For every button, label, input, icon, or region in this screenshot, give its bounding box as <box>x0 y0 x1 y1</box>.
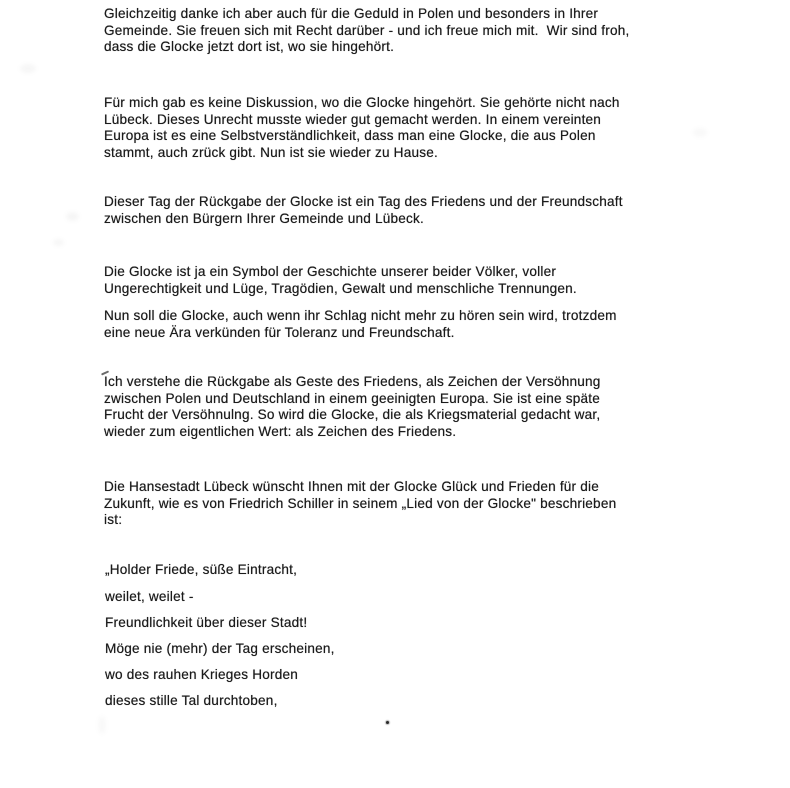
scan-smudge <box>20 64 36 73</box>
paragraph-7 <box>104 479 704 529</box>
text-line: Die Hansestadt Lübeck wünscht Ihnen mit der Glocke Glück und Frieden für die <box>104 479 600 494</box>
text-line: Zukunft, wie es von Friedrich Schiller in seinem „Lied von der Glocke" beschrieben <box>104 495 617 511</box>
scan-speck <box>386 721 389 724</box>
text-line: Lübeck. Dieses Unrecht musste wieder gut gemacht werden. In einem vereinten <box>104 111 602 127</box>
text-line: zwischen Polen und Deutschland in einem geeinigten Europa. Sie ist eine späte <box>104 390 601 406</box>
scan-smudge <box>53 239 64 246</box>
text-line: Gleichzeitig danke ich aber auch für die Geduld in Polen und besonders in Ihrer <box>104 6 599 21</box>
text-line: Nun soll die Glocke, auch wenn ihr Schlag nicht mehr zu hören sein wird, trotzdem <box>104 308 617 323</box>
text-line: wieder zum eigentlichen Wert: als Zeichen des Friedens. <box>104 423 457 439</box>
poem-line-3: Freundlichkeit über dieser Stadt! <box>105 615 308 630</box>
poem-line-5: wo des rauhen Krieges Horden <box>105 667 299 682</box>
poem-line-1: „Holder Friede, süße Eintracht, <box>105 562 298 577</box>
poem-line-2: weilet, weilet - <box>105 589 194 604</box>
text-line: Ungerechtigkeit und Lüge, Tragödien, Gewalt und menschliche Trennungen. <box>104 280 577 296</box>
scan-smudge <box>66 212 79 221</box>
text-line: Frucht der Versöhnulng. So wird die Glocke, die als Kriegsmaterial gedacht war, <box>104 407 601 422</box>
text-line: ist: <box>104 512 123 527</box>
text-line: Europa ist es eine Selbstverständlichkeit, dass man eine Glocke, die aus Polen <box>104 128 596 143</box>
text-line: eine neue Ära verkünden für Toleranz und Freundschaft. <box>104 324 455 340</box>
text-line: Die Glocke ist ja ein Symbol der Geschichte unserer beider Völker, voller <box>104 264 557 279</box>
paragraph-1 <box>104 6 704 56</box>
paragraph-5 <box>104 308 704 341</box>
poem-line-4: Möge nie (mehr) der Tag erscheinen, <box>105 641 335 656</box>
text-line: Für mich gab es keine Diskussion, wo die Glocke hingehört. Sie gehörte nicht nach <box>104 95 620 110</box>
paragraph-3 <box>104 194 704 227</box>
text-line: Dieser Tag der Rückgabe der Glocke ist ein Tag des Friedens und der Freundschaft <box>104 194 623 209</box>
poem-line-6: dieses stille Tal durchtoben, <box>105 693 278 708</box>
text-line: Ich verstehe die Rückgabe als Geste des Friedens, als Zeichen der Versöhnung <box>104 374 601 389</box>
paragraph-4 <box>104 264 704 297</box>
text-line: Gemeinde. Sie freuen sich mit Recht darüber - und ich freue mich mit. Wir sind froh, <box>104 22 630 38</box>
text-line: stammt, auch zrück gibt. Nun ist sie wieder zu Hause. <box>104 144 438 160</box>
scan-smudge <box>693 128 707 137</box>
scan-smudge <box>98 716 106 734</box>
paragraph-6 <box>104 374 704 440</box>
text-line: zwischen den Bürgern Ihrer Gemeinde und Lübeck. <box>104 210 424 226</box>
paragraph-2 <box>104 95 704 161</box>
text-line: dass die Glocke jetzt dort ist, wo sie hingehört. <box>104 39 395 54</box>
